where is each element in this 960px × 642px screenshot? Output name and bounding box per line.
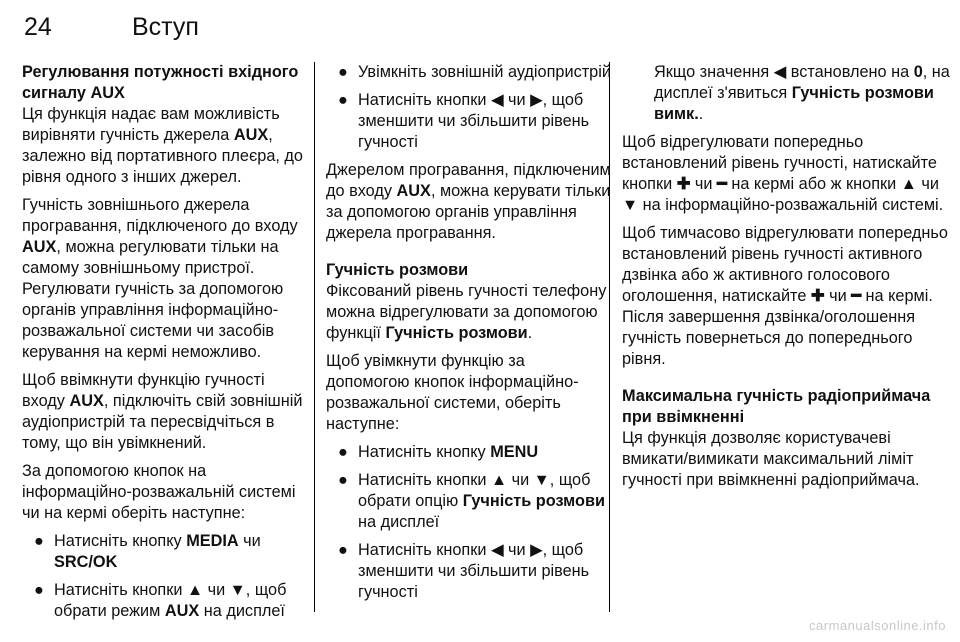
minus-icon: ━ — [717, 175, 727, 193]
bullet-list — [326, 442, 612, 603]
bullet-icon: ● — [338, 91, 348, 109]
list-item: ● Натисніть кнопки ◀ чи ▶, щоб зменшити чи збільшити рівень гучності — [338, 91, 590, 151]
paragraph: Ця функція дозволяє користувачеві вмикати/вимикати максимальний ліміт гучності при ввімкненні радіоприймача. — [622, 429, 920, 489]
minus-icon: ━ — [851, 287, 861, 305]
page-title: Вступ — [132, 13, 199, 41]
paragraph: Фіксований рівень гучності телефону можна відрегулювати за допомогою функції Гучність розмови. — [326, 282, 607, 342]
list-item: ● Увімкніть зовнішній аудіопристрій — [338, 63, 611, 81]
page-number: 24 — [24, 13, 52, 41]
paragraph: Щоб ввімкнути функцію гучності входу AUX, підключіть свій зовнішній аудіопристрій та пересвідчіться в тому, що він увімкнений. — [22, 371, 303, 452]
bullet-icon: ● — [34, 581, 44, 599]
paragraph: Джерелом програвання, підключеним до входу AUX, можна керувати тільки за допомогою органів управління джерела програвання. — [326, 161, 611, 242]
section-heading-call-volume: Гучність розмови — [326, 261, 469, 279]
list-item: ● Натисніть кнопки ▲ чи ▼, щоб обрати режим AUX на дисплеї — [34, 581, 287, 620]
paragraph: За допомогою кнопок на інформаційно-розважальній системі чи на кермі оберіть наступне: — [22, 462, 296, 522]
plus-icon: ✚ — [676, 175, 691, 193]
paragraph: Щоб увімкнути функцію за допомогою кнопок інформаційно-розважальної системи, оберіть наступне: — [326, 352, 579, 433]
bullet-icon: ● — [338, 541, 348, 559]
list-item: ● Натисніть кнопку MEDIA чи SRC/OK — [34, 532, 261, 571]
paragraph: Щоб тимчасово відрегулювати попередньо встановлений рівень гучності активного дзвінка або ж активного голосового оголошення, натискайте ✚ чи ━ на кермі. Після завершення дзвінка/оголошення гучність повернеться до попереднього рівня. — [622, 224, 948, 368]
bullet-icon: ● — [34, 532, 44, 550]
paragraph: Гучність зовнішнього джерела програвання, підключеного до входу AUX, можна регулювати тільки на самому зовнішньому пристрої. Регулювати гучність за допомогою органів управління інформаційно-розважальної системи чи засобів керування на кермі неможливо. — [22, 196, 298, 361]
section-heading-max-volume: Максимальна гучність радіоприймача при ввімкненні — [622, 387, 931, 426]
column-middle — [326, 62, 612, 610]
column-divider — [314, 62, 315, 612]
section-heading-aux: Регулювання потужності вхідного сигналу AUX — [22, 63, 299, 102]
page-header — [20, 4, 940, 50]
list-item: ● Натисніть кнопки ▲ чи ▼, щоб обрати опцію Гучність розмови на дисплеї — [338, 471, 605, 531]
column-left — [22, 62, 308, 629]
list-item: ● Натисніть кнопку MENU — [338, 443, 539, 461]
column-right — [622, 62, 952, 498]
bullet-list — [22, 531, 308, 622]
list-item: ● Натисніть кнопки ◀ чи ▶, щоб зменшити чи збільшити рівень гучності — [338, 541, 590, 601]
bullet-icon: ● — [338, 443, 348, 461]
watermark: carmanualsonline.info — [809, 618, 946, 633]
plus-icon: ✚ — [810, 287, 825, 305]
list-item-continuation: Якщо значення ◀ встановлено на 0, на дисплеї з'явиться Гучність розмови вимк.. — [654, 63, 950, 123]
paragraph: Щоб відрегулювати попередньо встановлений рівень гучності, натискайте кнопки ✚ чи ━ на кермі або ж кнопки ▲ чи ▼ на інформаційно-розважальній системі. — [622, 133, 944, 214]
bullet-icon: ● — [338, 63, 348, 81]
bullet-icon: ● — [338, 471, 348, 489]
bullet-list — [326, 62, 612, 153]
paragraph: Ця функція надає вам можливість вирівняти гучність джерела AUX, залежно від портативного плеєра, до рівня одного з інших джерел. — [22, 105, 303, 186]
